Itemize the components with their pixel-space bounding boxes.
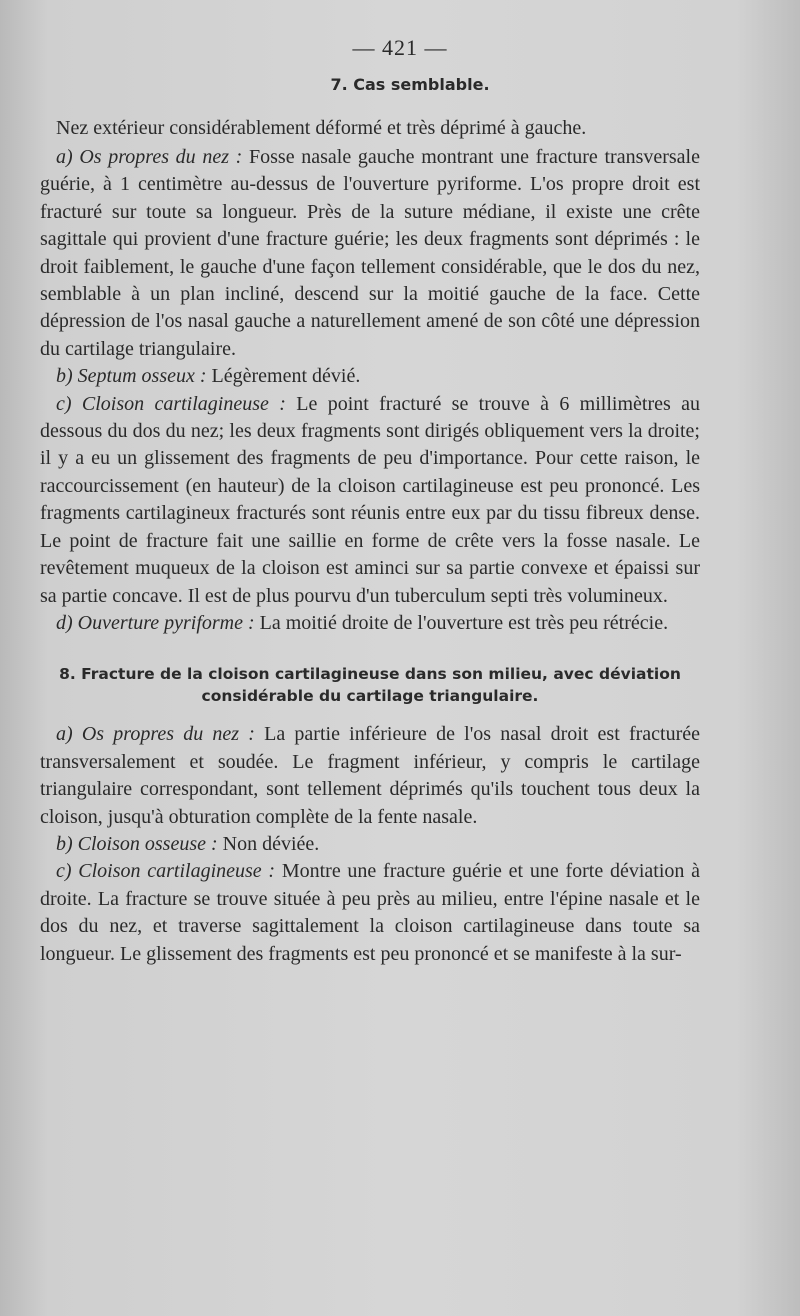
case-7-label-d: d) Ouverture pyriforme : [56, 611, 255, 634]
case-8-text-b: Non déviée. [217, 832, 320, 855]
case-7-paragraph-d [40, 610, 700, 637]
case-7-label-c: c) Cloison cartilagineuse : [56, 392, 286, 415]
case-7-intro: Nez extérieur considérablement déformé et très déprimé à gauche. [56, 117, 587, 139]
case-7-title: 7. Cas semblable. [330, 75, 490, 94]
case-7-paragraph-c [40, 391, 700, 610]
case-8-text-c: Montre une fracture guérie et une forte déviation à droite. La fracture se trouve située à peu près au milieu, entre l'épine nasale et le dos du nez, et traverse sagittalement la cloison cartilagineuse dans toute sa longueur. Le glissement des fragments est peu prononcé et se manifeste à la sur- [40, 860, 700, 965]
case-7-paragraph-b [40, 363, 700, 390]
case-7-text-d: La moitié droite de l'ouverture est très peu rétrécie. [254, 611, 669, 634]
case-8-text-a: La partie inférieure de l'os nasal droit est fracturée transversalement et soudée. Le fragment inférieur, y compris le cartilage triangulaire correspondant, sont tellement déprimés qu'ils touchent tous deux la cloison, jusqu'à obturation complète de la fente nasale. [40, 723, 701, 828]
case-7-text-a: Fosse nasale gauche montrant une fracture transversale guérie, à 1 centimètre au-dessus de l'ouverture pyriforme. L'os propre droit est fracturé sur toute sa longueur. Près de la suture médiane, il existe une crête sagittale qui provient d'une fracture guérie; les deux fragments sont déprimés : le droit faiblement, le gauche d'une façon tellement considérable, que le dos du nez, semblable à un plan incliné, descend sur la moitié gauche de la face. Cette dépression de l'os nasal gauche a naturellement amené de son côté une dépression du cartilage triangulaire. [40, 146, 700, 360]
case-8-paragraph-c [40, 858, 700, 968]
case-7-label-b: b) Septum osseux : [56, 365, 207, 388]
case-8-paragraph-a [40, 721, 700, 831]
case-7-text-b: Légèrement dévié. [206, 365, 361, 388]
page-number: — 421 — [352, 35, 448, 60]
case-8-label-a: a) Os propres du nez : [56, 723, 255, 746]
case-7-text-c: Le point fracturé se trouve à 6 millimètres au dessous du dos du nez; les deux fragments sont dirigés obliquement vers la droite; il y a eu un glissement des fragments de peu d'importance. Pour cette raison, le raccourcissement (en hauteur) de la cloison cartilagineuse est peu prononcé. Les fragments cartilagineux fracturés sont réunis entre eux par du tissu fibreux dense. Le point de fracture fait une saillie en forme de crête vers la fosse nasale. Le revêtement muqueux de la cloison est aminci sur sa partie convexe et épaissi sur sa partie concave. Il est de plus pourvu d'un tuberculum septi très volumineux. [40, 392, 701, 607]
case-7-label-a: a) Os propres du nez : [56, 146, 243, 168]
case-8-title: 8. Fracture de la cloison cartilagineuse dans son milieu, avec déviation considérable du cartilage triangulaire. [59, 665, 681, 706]
case-7-paragraph-a [40, 144, 700, 363]
case-8-label-b: b) Cloison osseuse : [56, 832, 218, 855]
case-8-label-c: c) Cloison cartilagineuse : [56, 860, 276, 883]
case-8-paragraph-b [40, 831, 700, 858]
